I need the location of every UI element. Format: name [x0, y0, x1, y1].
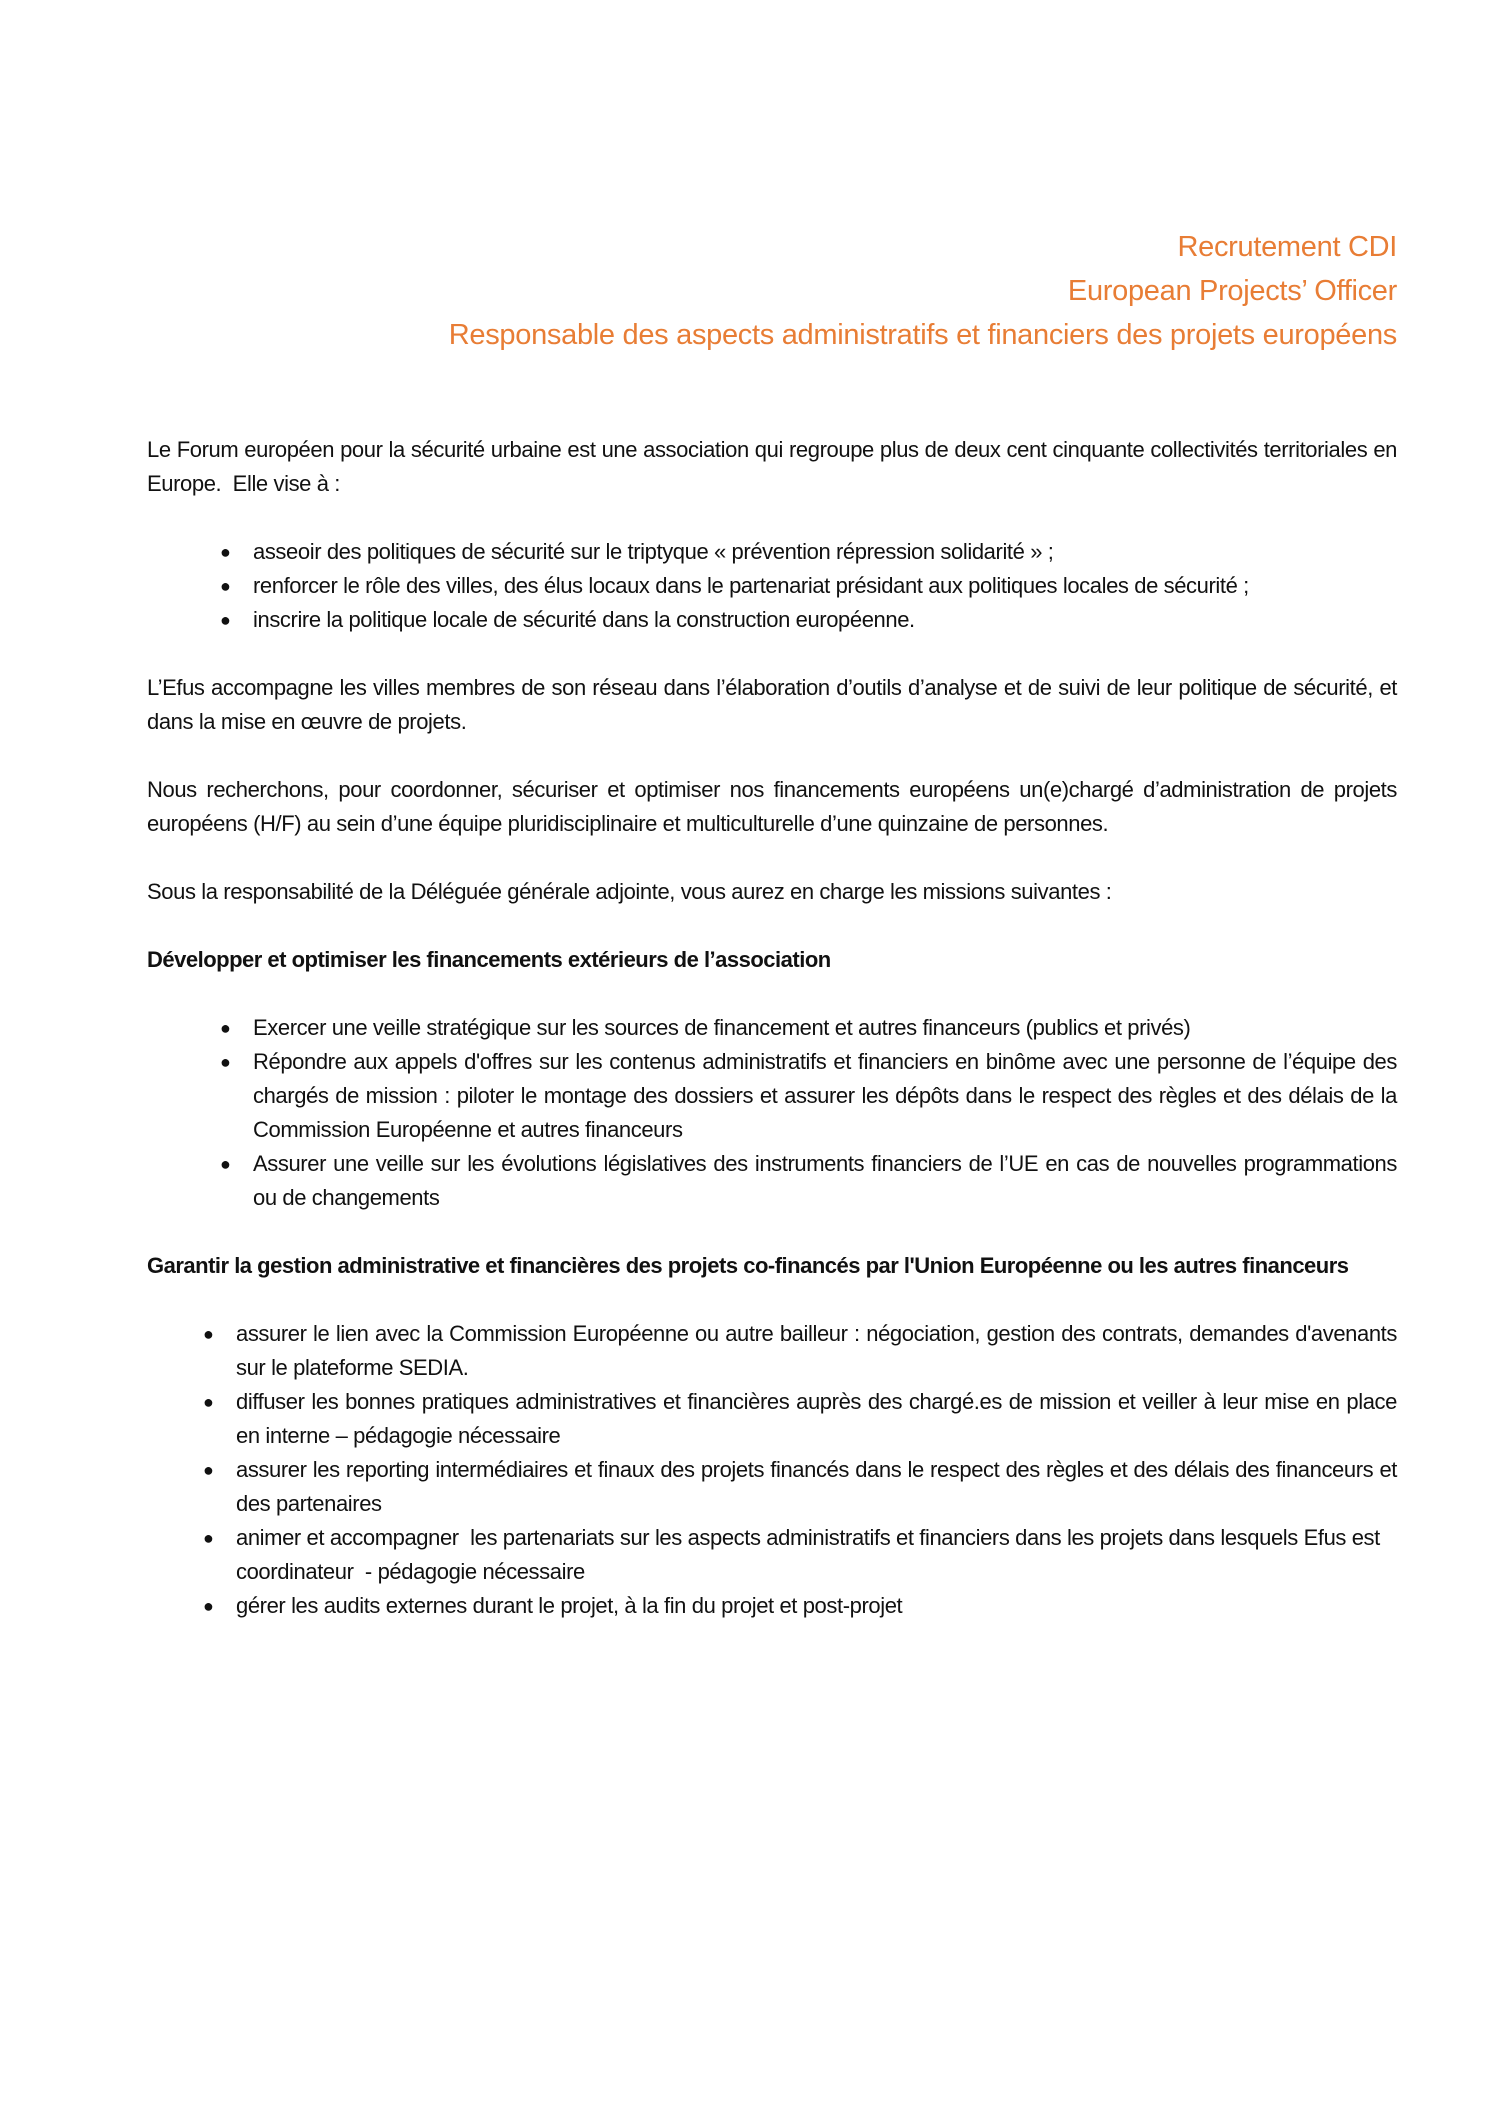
list-item: ● diffuser les bonnes pratiques administratives et financières auprès des chargé.es de mission et veiller à leur mise en place en interne – pédagogie nécessaire — [147, 1385, 1397, 1453]
bullet-icon: ● — [220, 610, 231, 630]
bullet-icon: ● — [203, 1596, 214, 1616]
contract-type-title: Recrutement CDI — [1177, 231, 1397, 263]
bullet-icon: ● — [220, 1154, 231, 1174]
bullet-icon: ● — [203, 1528, 214, 1548]
list-item: ● Assurer une veille sur les évolutions législatives des instruments financiers de l’UE en cas de nouvelles programmations ou de changements — [147, 1147, 1397, 1215]
intro-bullet-list — [147, 535, 1397, 637]
section-heading-financing: Développer et optimiser les financements extérieurs de l’association — [147, 947, 831, 972]
bullet-icon: ● — [203, 1392, 214, 1412]
section-heading-management: Garantir la gestion administrative et financières des projets co-financés par l'Union Européenne ou les autres financeurs — [147, 1253, 1349, 1278]
bullet-icon: ● — [220, 576, 231, 596]
list-item: ● asseoir des politiques de sécurité sur le triptyque « prévention répression solidarité » ; — [147, 535, 1397, 569]
list-item: ● assurer les reporting intermédiaires et finaux des projets financés dans le respect des règles et des délais des financeurs et des partenaires — [147, 1453, 1397, 1521]
list-item: ● gérer les audits externes durant le projet, à la fin du projet et post-projet — [147, 1589, 1397, 1623]
management-bullet-list — [147, 1317, 1397, 1623]
responsibility-paragraph: Sous la responsabilité de la Déléguée générale adjointe, vous aurez en charge les missions suivantes : — [147, 879, 1112, 904]
list-item: ● assurer le lien avec la Commission Européenne ou autre bailleur : négociation, gestion des contrats, demandes d'avenants sur le plateforme SEDIA. — [147, 1317, 1397, 1385]
financing-bullet-list — [147, 1011, 1397, 1215]
recruitment-paragraph: Nous recherchons, pour coordonner, sécuriser et optimiser nos financements européens un(e)chargé d’administration de projets européens (H/F) au sein d’une équipe pluridisciplinaire et multiculturelle d’une quinzaine de personnes. — [147, 777, 1397, 836]
list-item: ● Répondre aux appels d'offres sur les contenus administratifs et financiers en binôme avec une personne de l’équipe des chargés de mission : piloter le montage des dossiers et assurer les dépôts dans le respect des règles et des délais de la Commission Européenne et autres financeurs — [147, 1045, 1397, 1147]
bullet-icon: ● — [220, 1052, 231, 1072]
list-item: ● animer et accompagner les partenariats sur les aspects administratifs et financiers dans les projets dans lesquels Efus est coordinateur - pédagogie nécessaire — [147, 1521, 1397, 1589]
bullet-icon: ● — [203, 1324, 214, 1344]
bullet-icon: ● — [220, 542, 231, 562]
bullet-icon: ● — [203, 1460, 214, 1480]
document-body — [147, 433, 1397, 1623]
list-item: ● inscrire la politique locale de sécurité dans la construction européenne. — [147, 603, 1397, 637]
position-title: European Projects’ Officer — [1067, 275, 1397, 307]
position-subtitle: Responsable des aspects administratifs et financiers des projets européens — [448, 319, 1397, 351]
efus-paragraph: L’Efus accompagne les villes membres de son réseau dans l’élaboration d’outils d’analyse et de suivi de leur politique de sécurité, et dans la mise en œuvre de projets. — [147, 675, 1397, 734]
list-item: ● renforcer le rôle des villes, des élus locaux dans le partenariat présidant aux politiques locales de sécurité ; — [147, 569, 1397, 603]
list-item: ● Exercer une veille stratégique sur les sources de financement et autres financeurs (publics et privés) — [147, 1011, 1397, 1045]
intro-paragraph: Le Forum européen pour la sécurité urbaine est une association qui regroupe plus de deux cent cinquante collectivités territoriales en Europe. Elle vise à : — [147, 437, 1397, 496]
bullet-icon: ● — [220, 1018, 231, 1038]
job-title-block — [449, 225, 1397, 357]
